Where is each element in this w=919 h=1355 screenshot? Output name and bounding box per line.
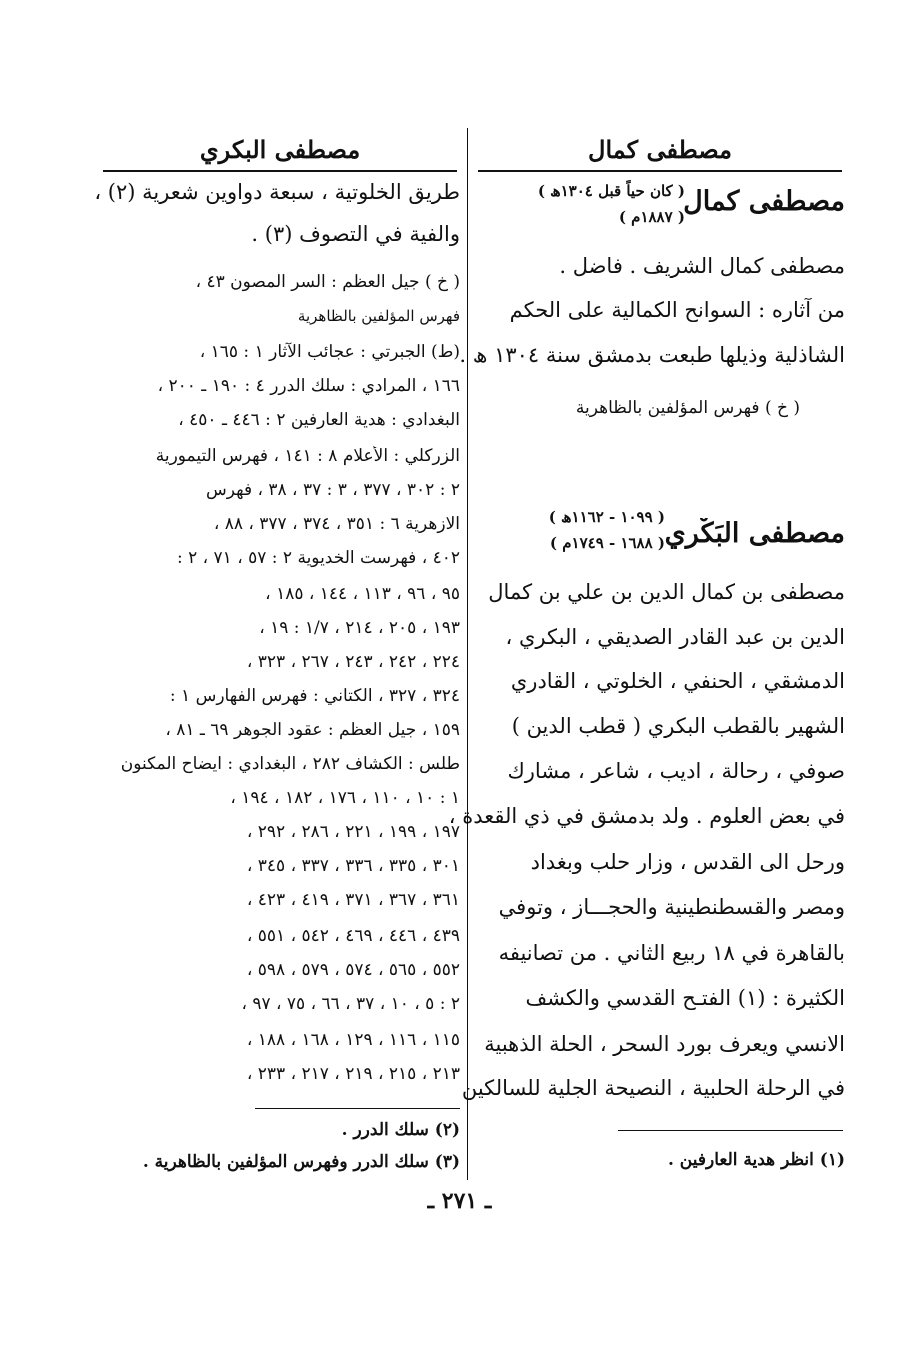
source-line: ٢١٣ ، ٢١٥ ، ٢١٩ ، ٢١٧ ، ٢٣٣ ، <box>246 1064 460 1084</box>
entry-text-line: من آثاره : السوانح الكمالية على الحكم <box>509 298 845 322</box>
source-line: ١٩٣ ، ٢٠٥ ، ٢١٤ ، ١/٧ : ١٩ ، <box>259 618 460 638</box>
source-line: ٤٠٢ ، فهرست الخديوية ٢ : ٥٧ ، ٧١ ، ٢ : <box>176 548 460 568</box>
entry-title-mustafa-bakri: مصطفى البَكْري <box>664 518 845 549</box>
source-line: ٢ : ٣٠٢ ، ٣٧٧ ، ٣ : ٣٧ ، ٣٨ ، فهرس <box>206 480 460 500</box>
entry-text-line: بالقاهرة في ١٨ ربيع الثاني . من تصانيفه <box>498 941 845 965</box>
source-line: ٣٦١ ، ٣٦٧ ، ٣٧١ ، ٤١٩ ، ٤٢٣ ، <box>246 890 460 910</box>
entry-source-line: ( خ ) فهرس المؤلفين بالظاهرية <box>575 398 800 418</box>
entry-text-line: والفية في التصوف (٣) . <box>251 222 460 246</box>
running-header-right: مصطفى كمال <box>588 135 732 164</box>
source-line: ٢ : ٥ ، ١٠ ، ٣٧ ، ٦٦ ، ٧٥ ، ٩٧ ، <box>241 994 460 1014</box>
entry-text-line: الشاذلية وذيلها طبعت بدمشق سنة ١٣٠٤ ھ . <box>459 343 845 367</box>
entry-text-line: صوفي ، رحالة ، اديب ، شاعر ، مشارك <box>507 759 845 783</box>
column-divider <box>467 128 468 1180</box>
footnote-rule-left <box>255 1108 460 1109</box>
source-line: البغدادي : هدية العارفين ٢ : ٤٤٦ ـ ٤٥٠ ، <box>178 410 460 430</box>
entry-title-mustafa-kamal: مصطفى كمال <box>683 186 845 217</box>
source-line: ٤٣٩ ، ٤٤٦ ، ٤٦٩ ، ٥٤٢ ، ٥٥١ ، <box>246 926 460 946</box>
entry-text-line: الدين بن عبد القادر الصديقي ، البكري ، <box>505 625 845 649</box>
entry-text-line: ومصر والقسطنطينية والحجـــاز ، وتوفي <box>498 895 845 919</box>
source-line: (ط) الجبرتي : عجائب الآثار ١ : ١٦٥ ، <box>199 342 460 362</box>
source-line: ٣٢٤ ، ٣٢٧ ، الكتاني : فهرس الفهارس ١ : <box>169 686 460 706</box>
entry-text-line: مصطفى كمال الشريف . فاضل . <box>559 254 845 278</box>
source-line: ٩٥ ، ٩٦ ، ١١٣ ، ١٤٤ ، ١٨٥ ، <box>265 584 460 604</box>
footnote-2: (٢) سلك الدرر . <box>341 1120 460 1140</box>
header-rule-left <box>103 170 457 172</box>
entry-text-line: ورحل الى القدس ، وزار حلب وبغداد <box>530 850 845 874</box>
source-line: فهرس المؤلفين بالظاهرية <box>297 307 460 325</box>
source-line: ٢٢٤ ، ٢٤٢ ، ٢٤٣ ، ٢٦٧ ، ٣٢٣ ، <box>246 652 460 672</box>
source-line: طلس : الكشاف ٢٨٢ ، البغدادي : ايضاح المكنون <box>120 754 460 774</box>
entry-text-line: الكثيرة : (١) الفتـح القدسي والكشف <box>525 986 845 1010</box>
entry-text-line: مصطفى بن كمال الدين بن علي بن كمال <box>488 580 845 604</box>
header-rule-right <box>478 170 842 172</box>
footnote-rule-right <box>618 1130 843 1131</box>
entry-dates-gregorian: ( ١٨٨٧م ) <box>618 208 685 226</box>
source-line: ٣٠١ ، ٣٣٥ ، ٣٣٦ ، ٣٣٧ ، ٣٤٥ ، <box>246 856 460 876</box>
entry-dates-hijri: ( ١٠٩٩ - ١١٦٢ھ ) <box>548 508 665 526</box>
entry-dates-hijri: ( كان حياً قبل ١٣٠٤ھ ) <box>537 182 685 200</box>
entry-text-line: طريق الخلوتية ، سبعة دواوين شعرية (٢) ، <box>94 180 460 204</box>
source-line: ( خ ) جيل العظم : السر المصون ٤٣ ، <box>195 272 460 292</box>
entry-text-line: في الرحلة الحلبية ، النصيحة الجلية للسالكين <box>461 1076 845 1100</box>
source-line: ١٩٧ ، ١٩٩ ، ٢٢١ ، ٢٨٦ ، ٢٩٢ ، <box>246 822 460 842</box>
source-line: الازهرية ٦ : ٣٥١ ، ٣٧٤ ، ٣٧٧ ، ٨٨ ، <box>213 514 460 534</box>
entry-text-line: الانسي ويعرف بورد السحر ، الحلة الذهبية <box>484 1032 845 1056</box>
entry-text-line: الشهير بالقطب البكري ( قطب الدين ) <box>511 714 845 738</box>
running-header-left: مصطفى البكري <box>199 135 361 164</box>
entry-dates-gregorian: ( ١٦٨٨ - ١٧٤٩م ) <box>549 534 665 552</box>
source-line: ٥٥٢ ، ٥٦٥ ، ٥٧٤ ، ٥٧٩ ، ٥٩٨ ، <box>246 960 460 980</box>
page-number: ـ ٢٧١ ـ <box>427 1188 492 1214</box>
footnote-1: (١) انظر هدية العارفين . <box>667 1150 845 1170</box>
source-line: ١٦٦ ، المرادي : سلك الدرر ٤ : ١٩٠ ـ ٢٠٠ ، <box>157 376 460 396</box>
entry-text-line: في بعض العلوم . ولد بدمشق في ذي القعدة ، <box>448 804 845 828</box>
footnote-3: (٣) سلك الدرر وفهرس المؤلفين بالظاهرية . <box>142 1152 460 1172</box>
source-line: ١ : ١٠ ، ١١٠ ، ١٧٦ ، ١٨٢ ، ١٩٤ ، <box>230 788 460 808</box>
source-line: ١٥٩ ، جيل العظم : عقود الجوهر ٦٩ ـ ٨١ ، <box>165 720 460 740</box>
source-line: الزركلي : الأعلام ٨ : ١٤١ ، فهرس التيمورية <box>155 446 460 466</box>
source-line: ١١٥ ، ١١٦ ، ١٢٩ ، ١٦٨ ، ١٨٨ ، <box>246 1030 460 1050</box>
entry-text-line: الدمشقي ، الحنفي ، الخلوتي ، القادري <box>510 669 845 693</box>
